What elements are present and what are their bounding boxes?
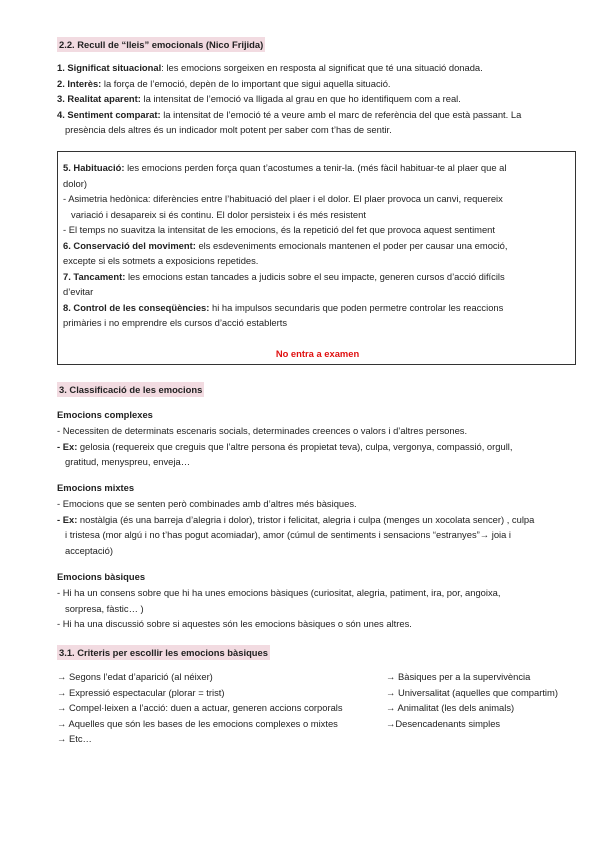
criteria-left-column [57,669,343,747]
basic-emotions-list [57,585,547,632]
law-6-text: els esdeveniments emocionals mantenen el poder per causar una emoció, [195,239,508,251]
law-1-title: 1. Significat situacional [57,62,162,73]
basic-emotions-title: Emocions bàsiques [57,571,146,582]
law-5-sub-1: - Asimetria hedònica: diferències entre l’habituació del plaer i el dolor. El plaer provoca un canvi, requereix [63,193,503,204]
law-4-continuation: presència dels altres és un indicador molt potent per saber com t’has de sentir. [65,124,392,135]
no-exam-notice: No entra a examen [275,348,360,359]
law-3 [57,91,547,107]
law-2-text: la força de l’emoció, depèn de lo important que sigui aquella situació. [101,77,391,89]
mixed-line-2-continuation-2: acceptació) [65,544,113,556]
criteria-left-5: → Etc… [57,733,92,744]
law-5 [63,160,568,176]
criteria-right-column [386,669,558,731]
mixed-emotions-list [57,496,547,558]
law-5-text: les emocions perden força quan t’acostumes a tenir-la. (més fàcil habituar-te al plaer que al [124,162,507,173]
criteria-left-2: → Expressió espectacular (plorar = trist) [57,686,225,698]
law-8-text: hi ha impulsos secundaris que poden permetre controlar les reaccions [209,301,504,313]
laws-list [57,60,547,138]
complex-emotions-list [57,423,547,470]
law-8-continuation: primàries i no emprendre els cursos d’acció establerts [63,317,288,328]
basic-line-2: - Hi ha una discussió sobre si aquestes són les emocions bàsiques o són unes altres. [57,618,412,629]
criteria-right-1: → Bàsiques per a la supervivència [386,671,531,682]
mixed-example-label: - Ex: [57,513,78,525]
law-6-title: 6. Conservació del moviment: [63,239,196,251]
mixed-line-2 [57,512,547,528]
law-5-sub-1-continuation: variació i desapareix si és continu. El dolor persisteix i és més resistent [71,208,366,220]
criteria-left-3: → Compel·leixen a l’acció: duen a actuar, generen accions corporals [57,702,343,713]
criteria-right-4: →Desencadenants simples [386,717,501,729]
law-3-title: 3. Realitat aparent: [57,93,141,104]
complex-example-label: - Ex: [57,440,78,452]
complex-line-2 [57,439,547,455]
mixed-example-text: nostàlgia (és una barreja d’alegria i dolor), tristor i felicitat, alegria i culpa (menges un xocolata sencer) , culpa [77,513,535,525]
law-6 [63,238,568,254]
law-2 [57,76,547,92]
law-7 [63,269,568,285]
mixed-line-1: - Emocions que se senten però combinades amb d’altres més bàsiques. [57,498,357,509]
law-8 [63,300,568,316]
criteria-left-4: → Aquelles que són les bases de les emocions complexes o mixtes [57,717,338,729]
law-1 [57,60,547,76]
complex-emotions-title: Emocions complexes [57,409,153,420]
box-content [63,160,568,331]
section-2-2-heading: 2.2. Recull de “lleis” emocionals (Nico Frijida) [59,39,264,50]
law-3-text: la intensitat de l’emoció va lligada al grau en que ho identifiquem com a real. [140,93,461,104]
law-8-title: 8. Control de les conseqüències: [63,301,210,313]
law-5-sub-2: - El temps no suavitza la intensitat de les emocions, és la repetició del fet que provoca aquest sentiment [63,224,496,235]
complex-line-1: - Necessiten de determinats escenaris socials, determinades creences o valors i d’altres persones. [57,425,468,436]
law-5-continuation: dolor) [63,177,87,189]
section-3-1-heading: 3.1. Criteris per escollir les emocions bàsiques [59,647,268,658]
law-5-title: 5. Habituació: [63,162,125,173]
law-6-continuation: excepte si els sotmets a exposicions repetides. [63,255,259,266]
mixed-line-2-continuation: i tristesa (mor algú i no t’has pogut acomiadar), amor (cúmul de sentiments i sensacions “estranyes”→ joia i [65,529,512,540]
law-7-title: 7. Tancament: [63,270,126,282]
law-2-title: 2. Interès: [57,77,102,89]
law-1-text: : les emocions sorgeixen en resposta al significat que té una situació donada. [161,62,483,73]
criteria-right-3: → Animalitat (les dels animals) [386,702,515,713]
law-7-text: les emocions estan tancades a judicis sobre el seu impacte, generen cursos d’acció difícils [125,270,505,282]
complex-line-2-continuation: gratitud, menyspreu, enveja… [65,456,191,467]
basic-line-1-continuation: sorpresa, fàstic… ) [65,602,144,614]
law-4-title: 4. Sentiment comparat: [57,108,161,120]
not-examinable-box [57,151,576,365]
mixed-emotions-title: Emocions mixtes [57,482,135,493]
criteria-right-2: → Universalitat (aquelles que compartim) [386,686,558,698]
basic-line-1: - Hi ha un consens sobre que hi ha unes emocions bàsiques (curiositat, alegria, patiment, ira, por, angoixa, [57,587,501,598]
law-4-text: la intensitat de l’emoció té a veure amb el marc de referència del que està passant. La [160,108,522,120]
criteria-left-1: → Segons l’edat d’aparició (al néixer) [57,671,213,682]
law-4 [57,107,547,123]
complex-example-text: gelosia (requereix que creguis que l’altre persona és propietat teva), culpa, vergonya, compassió, orgull, [77,440,513,452]
law-7-continuation: d’evitar [63,286,94,297]
section-3-heading: 3. Classificació de les emocions [59,384,203,395]
